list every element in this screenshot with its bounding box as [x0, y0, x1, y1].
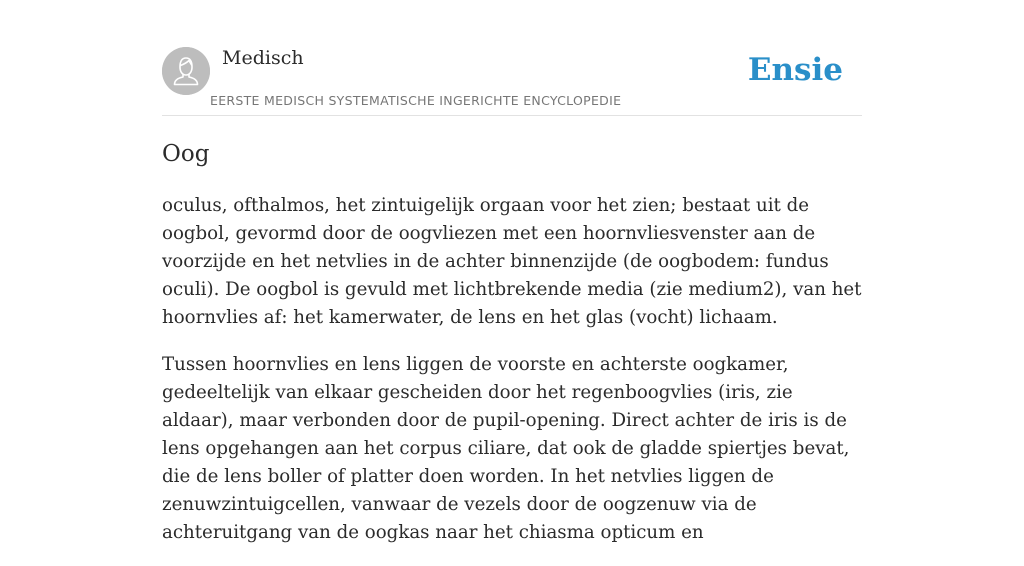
article-title: Oog — [162, 141, 210, 167]
user-silhouette-icon[interactable] — [162, 47, 210, 95]
article-body — [162, 192, 867, 566]
source-subtitle: EERSTE MEDISCH SYSTEMATISCHE INGERICHTE ENCYCLOPEDIE — [210, 93, 622, 108]
ensie-logo[interactable]: Ensie — [747, 52, 843, 88]
content-container — [162, 0, 862, 543]
article-paragraph-1: oculus, ofthalmos, het zintuigelijk orgaan voor het zien; bestaat uit de oogbol, gevormd door de oogvliezen met een hoornvliesvenster aan de voorzijde en het netvlies in de achter binnenzijde (de oogbodem: fundus oculi). De oogbol is gevuld met lichtbrekende media (zie medium2), van het hoornvlies af: het kamerwater, de lens en het glas (vocht) lichaam. — [162, 195, 862, 328]
source-name-link[interactable]: Medisch — [222, 47, 304, 69]
source-header — [162, 0, 862, 116]
article-paragraph-2: Tussen hoornvlies en lens liggen de voorste en achterste oogkamer, gedeeltelijk van elkaar gescheiden door het regenboogvlies (iris, zie aldaar), maar verbonden door de pupil-opening. Direct achter de iris is de lens opgehangen aan het corpus ciliare, dat ook de gladde spiertjes bevat, die de lens boller of platter doen worden. In het netvlies liggen de zenuwzintuigcellen, vanwaar de vezels door de oogzenuw via de achteruitgang van de oogkas naar het chiasma opticum en — [162, 354, 850, 543]
